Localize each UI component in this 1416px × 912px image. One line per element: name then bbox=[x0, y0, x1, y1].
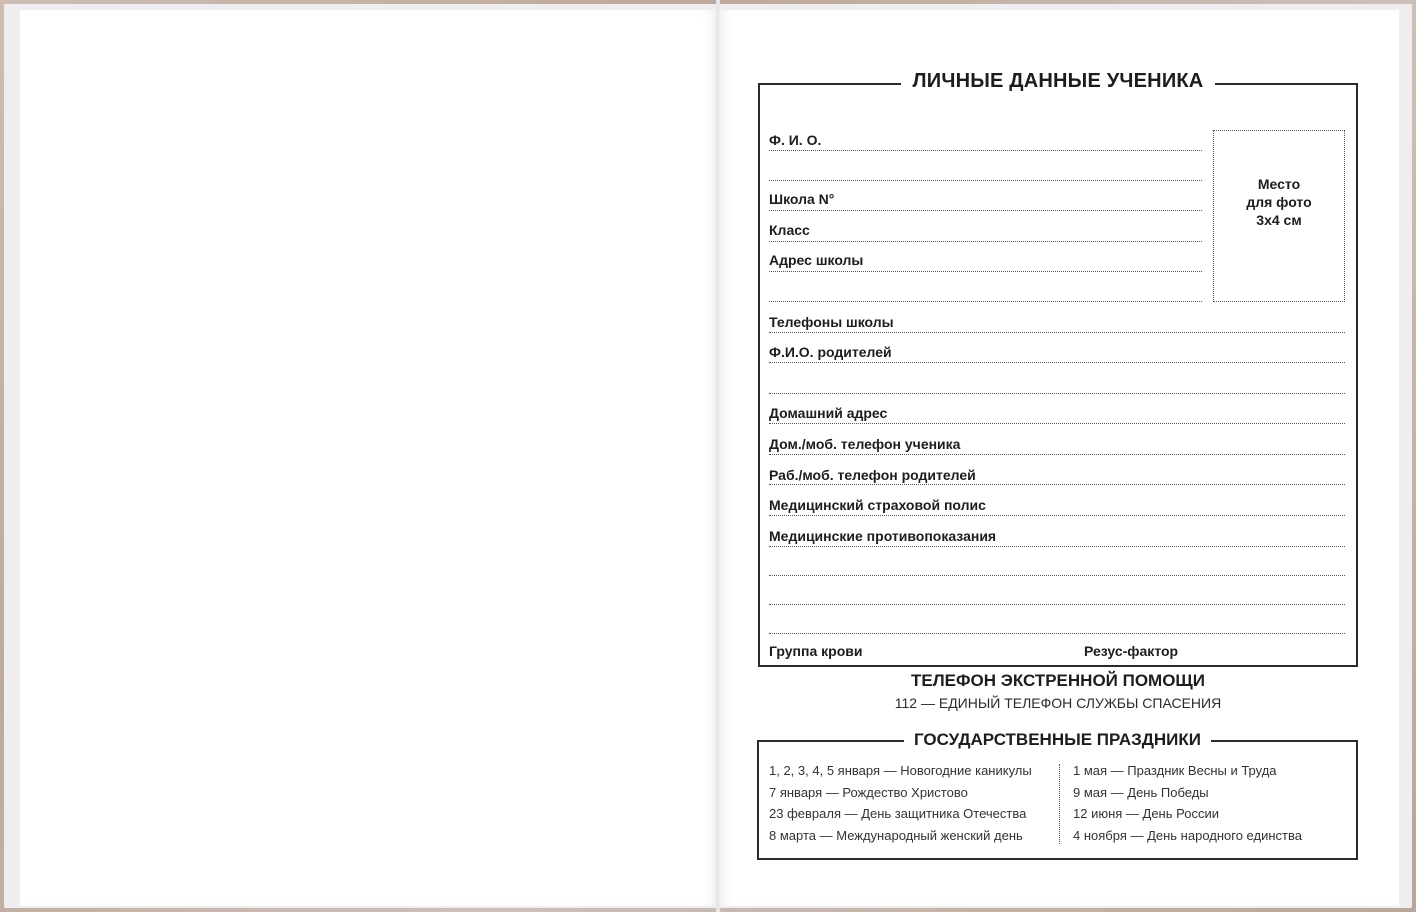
fio-line-2 bbox=[769, 179, 1202, 181]
photo-placeholder bbox=[1213, 130, 1345, 302]
holiday-item: 1 мая — Праздник Весны и Труда bbox=[1073, 763, 1277, 778]
public-holidays-box bbox=[757, 730, 1358, 860]
holidays-title-text: ГОСУДАРСТВЕННЫЕ ПРАЗДНИКИ bbox=[904, 730, 1211, 749]
holiday-item: 8 марта — Международный женский день bbox=[769, 827, 1023, 843]
school-address-line-1 bbox=[769, 270, 1202, 272]
holiday-item: 12 июня — День России bbox=[1073, 806, 1219, 821]
label-school: Школа N° bbox=[769, 191, 835, 207]
holidays-divider bbox=[1059, 764, 1060, 844]
class-line bbox=[769, 240, 1202, 242]
left-page bbox=[20, 10, 717, 906]
contraindications-line-3 bbox=[769, 603, 1345, 605]
holidays-title bbox=[759, 730, 1356, 750]
photo-text-2: для фото bbox=[1246, 194, 1312, 210]
label-parents-phone: Раб./моб. телефон родителей bbox=[769, 467, 976, 483]
parents-line-2 bbox=[769, 392, 1345, 394]
label-student-phone: Дом./моб. телефон ученика bbox=[769, 436, 961, 452]
label-class: Класс bbox=[769, 222, 810, 238]
contraindications-line-1 bbox=[769, 545, 1345, 547]
form-title-text: ЛИЧНЫЕ ДАННЫЕ УЧЕНИКА bbox=[901, 70, 1216, 92]
label-rh-factor: Резус-фактор bbox=[1084, 643, 1179, 659]
holiday-item: 9 мая — День Победы bbox=[1073, 784, 1209, 800]
home-address-line bbox=[769, 422, 1345, 424]
photo-text-3: 3x4 см bbox=[1256, 212, 1302, 228]
label-contraindications: Медицинские противопоказания bbox=[769, 528, 997, 544]
label-insurance: Медицинский страховой полис bbox=[769, 497, 986, 513]
label-parents: Ф.И.О. родителей bbox=[769, 344, 892, 360]
holiday-item: 23 февраля — День защитника Отечества bbox=[769, 806, 1027, 821]
form-title bbox=[760, 70, 1356, 93]
student-personal-data-form bbox=[758, 70, 1358, 667]
emergency-phone-title: ТЕЛЕФОН ЭКСТРЕННОЙ ПОМОЩИ bbox=[911, 671, 1205, 690]
holiday-item: 7 января — Рождество Христово bbox=[769, 784, 968, 800]
label-fio: Ф. И. О. bbox=[769, 132, 822, 148]
parents-line-1 bbox=[769, 361, 1345, 363]
fio-line-1 bbox=[769, 149, 1202, 151]
label-school-phones: Телефоны школы bbox=[769, 314, 894, 330]
emergency-phone-subtitle: 112 — ЕДИНЫЙ ТЕЛЕФОН СЛУЖБЫ СПАСЕНИЯ bbox=[894, 695, 1222, 711]
school-line bbox=[769, 209, 1202, 211]
label-school-address: Адрес школы bbox=[769, 252, 864, 268]
parents-phone-line bbox=[769, 483, 1345, 485]
school-address-line-2 bbox=[769, 300, 1202, 302]
label-home-address: Домашний адрес bbox=[769, 405, 888, 421]
holiday-item: 4 ноября — День народного единства bbox=[1073, 827, 1302, 843]
insurance-line bbox=[769, 514, 1345, 516]
contraindications-line-4 bbox=[769, 632, 1345, 634]
photo-text-1: Место bbox=[1257, 176, 1301, 192]
holidays-left-column bbox=[769, 760, 1032, 846]
school-phones-line bbox=[769, 331, 1345, 333]
holiday-item: 1, 2, 3, 4, 5 января — Новогодние каникулы bbox=[769, 763, 1032, 778]
contraindications-line-2 bbox=[769, 574, 1345, 576]
label-blood-group: Группа крови bbox=[769, 643, 863, 659]
holidays-right-column bbox=[1073, 760, 1302, 846]
student-phone-line bbox=[769, 453, 1345, 455]
right-page bbox=[719, 10, 1399, 906]
